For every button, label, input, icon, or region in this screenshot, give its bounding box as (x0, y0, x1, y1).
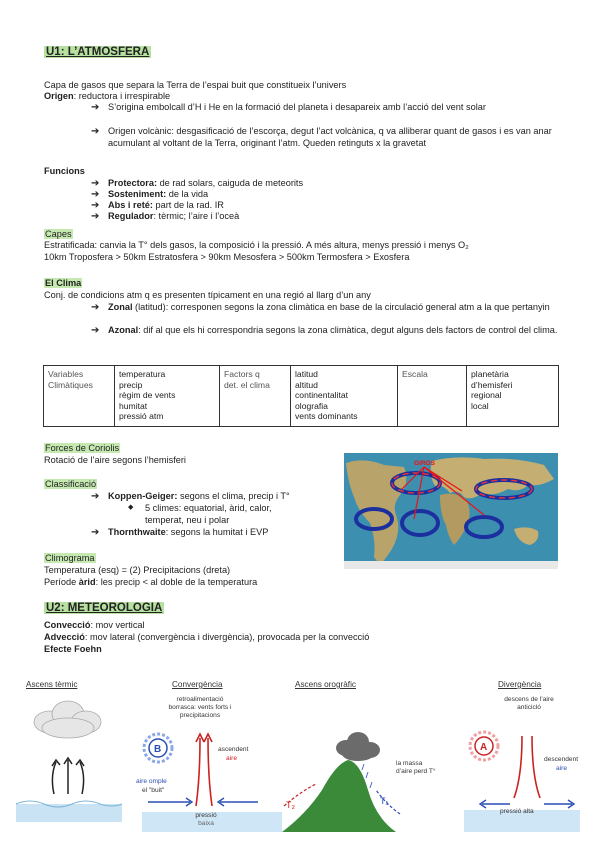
clima-def: Conj. de condicions atm q es presenten típicament en una regió al llarg d’un any (44, 290, 371, 300)
cell-text: Escala (402, 369, 428, 379)
cell-text: regional (471, 390, 502, 400)
adveccio-line (44, 632, 369, 644)
arrow-icon: ➔ (91, 211, 100, 222)
table-cell (220, 366, 291, 427)
azonal-text: : dif al que els hi correspondria segons la zona climàtica, degut alguns dels factors de control del clima. (138, 325, 558, 335)
pressio-baixa-label (186, 812, 226, 828)
table-row (44, 366, 559, 427)
arrow-icon: ➔ (91, 126, 100, 137)
capes-label (44, 229, 73, 241)
funcio-sosteniment (108, 189, 208, 201)
cell-text: Climàtiques (48, 379, 93, 390)
capes-line-2: 10km Troposfera > 50km Estratosfera > 90km Mesosfera > 500km Termosfera > Exosfera (44, 252, 410, 262)
koppen-sub-2: temperat, neu i polar (145, 515, 230, 525)
clima-azonal (108, 325, 560, 337)
arrow-icon: ➔ (91, 527, 100, 538)
capes-label-text: Capes (45, 229, 72, 239)
diagram-title-ascens-orografic: Ascens orogràfic (295, 680, 356, 689)
u2-title: U2: METEOROLOGIA (46, 602, 163, 614)
classificacio-label (44, 479, 97, 491)
description-line: descens de l’aire (504, 696, 554, 703)
cell-text: d’hemisferi (471, 379, 513, 390)
table-cell (291, 366, 398, 427)
massa-line: la massa (396, 760, 423, 767)
descendent-aire-label: aire (556, 765, 567, 772)
ground-surface (16, 804, 122, 822)
foehn-label: Efecte Foehn (44, 644, 102, 654)
diagram-title-ascens-termic: Ascens tèrmic (26, 680, 78, 689)
text-bold: àrid (78, 577, 96, 587)
cell-text: temperatura (119, 369, 166, 379)
cell-text: pressió atm (119, 411, 164, 421)
ascendent-label: ascendent (218, 746, 249, 753)
low-pressure-b-label: B (154, 744, 162, 755)
cell-text: règim de vents (119, 390, 176, 400)
cell-text: planetària (471, 369, 509, 379)
capes-line-1: Estratificada: canvia la T° dels gasos, la composició i la pressió. A més altura, menys pressió i menys O₂ (44, 240, 469, 250)
funcio-label: Sosteniment: (108, 189, 167, 199)
ascending-air-arrow (208, 738, 212, 806)
coriolis-label (44, 443, 120, 455)
cell-text: latitud (295, 369, 318, 379)
storm-cloud-icon (336, 732, 380, 761)
description-line: anticicló (517, 704, 541, 711)
text-span: Període (44, 577, 79, 587)
zonal-label: Zonal (108, 302, 133, 312)
table-cell (115, 366, 220, 427)
massa-aire-label (396, 760, 436, 776)
u1-title: U1: L’ATMOSFERA (46, 46, 150, 58)
koppen-sub-1: 5 climes: equatorial, àrid, calor, (145, 503, 272, 513)
pressio-line: pressió (195, 812, 217, 819)
conveccio-line (44, 620, 145, 632)
text-span: : les precip < al doble de la temperatura (95, 577, 258, 587)
rising-air-arrow (80, 762, 84, 794)
funcio-text: de rad solars, caiguda de meteorits (157, 178, 304, 188)
arrow-icon: ➔ (91, 178, 100, 189)
adveccio-label: Advecció (44, 632, 85, 642)
u1-intro: Capa de gasos que separa la Terra de l’espai buit que constitueix l’univers (44, 80, 347, 90)
climograma-line-2 (44, 577, 257, 589)
rising-air-arrow (52, 762, 56, 794)
funcio-text: : tèrmic; l’aire i l’oceà (153, 211, 240, 221)
cell-text: precip (119, 379, 143, 390)
coriolis-label-text: Forces de Coriolis (45, 443, 120, 453)
funcio-label: Protectora: (108, 178, 158, 188)
coriolis-world-map (344, 453, 558, 569)
antarctica-land (344, 561, 558, 569)
buit-label: el "buit" (142, 787, 165, 794)
funcions-label: Funcions (44, 166, 85, 176)
high-pressure-a-label: A (480, 742, 488, 753)
origen-label: Origen (44, 91, 74, 101)
divergencia-description (484, 696, 574, 712)
cell-text: vents dominants (295, 411, 358, 421)
map-label: GIROS (414, 460, 435, 467)
descending-air-arrow (532, 736, 540, 798)
descendent-label: descendent (544, 756, 579, 763)
adveccio-text: : mov lateral (convergència i divergència), provocada per la convecció (84, 632, 370, 642)
funcio-abs (108, 200, 224, 212)
arrow-icon: ➔ (91, 189, 100, 200)
climograma-line-1: Temperatura (esq) = (2) Precipitacions (dreta) (44, 565, 231, 575)
diamond-bullet-icon: ◆ (128, 504, 134, 511)
temperature-t2-label: T₂ (286, 800, 295, 810)
classificacio-label-text: Classificació (45, 479, 97, 489)
funcio-label: Regulador (108, 211, 154, 221)
funcio-text: de la vida (166, 189, 209, 199)
funcio-protectora (108, 178, 303, 190)
massa-line: d’aire perd T° (396, 768, 436, 775)
clima-label-text: El Clima (45, 278, 82, 288)
diagram-divergencia (460, 726, 586, 836)
cell-text: olografia (295, 400, 328, 411)
cell-text: continentalitat (295, 390, 349, 400)
zonal-text: (latitud): corresponen segons la zona climàtica en base de la circulació general atm a la que pertanyin (132, 302, 550, 312)
arrow-icon: ➔ (91, 491, 100, 502)
cell-text: altitud (295, 379, 318, 390)
arrow-icon: ➔ (91, 325, 100, 336)
climograma-label-text: Climograma (45, 553, 95, 563)
temperature-t1-label: T₁ (380, 796, 389, 806)
table-cell (467, 366, 559, 427)
koppen-text: segons el clima, precip i T° (177, 491, 290, 501)
diagram-title-convergencia: Convergència (172, 680, 223, 689)
ascending-air-arrow (196, 738, 200, 806)
cell-text: local (471, 400, 489, 411)
table-cell (398, 366, 467, 427)
origen-item-1: S’origina embolcall d’H i He en la formació del planeta i desapareix amb l’acció del vent solar (108, 102, 486, 112)
thorn-text: : segons la humitat i EVP (165, 527, 269, 537)
thorn-line (108, 527, 268, 539)
description-line: precipitacions (179, 712, 221, 719)
mountain (282, 760, 396, 832)
cell-text: Factors q (224, 369, 260, 379)
pressio-alta-label: pressió alta (500, 808, 534, 815)
origen-item-2: Origen volcànic: desgasificació de l’escorça, degut l’act volcànica, q va alliberar quant de gasos i es van anar acumulant al voltant de la Terra, originant l’atm. Queden retinguts x la gravetat (108, 126, 552, 148)
conveccio-text: : mov vertical (90, 620, 145, 630)
clima-table (43, 365, 559, 427)
origen-line (44, 91, 170, 103)
arrow-icon: ➔ (91, 102, 100, 113)
cloud-icon (34, 701, 101, 738)
clima-zonal (108, 302, 560, 314)
funcio-label: Abs i reté: (108, 200, 153, 210)
table-cell (44, 366, 115, 427)
diagram-title-divergencia: Divergència (498, 680, 542, 689)
koppen-line (108, 491, 290, 503)
coriolis-text: Rotació de l’aire segons l’hemisferi (44, 455, 186, 465)
descending-air-arrow (514, 736, 522, 798)
description-line: borrasca: vents forts i (168, 704, 232, 711)
conveccio-label: Convecció (44, 620, 91, 630)
pressio-line: baixa (198, 820, 214, 827)
aire-omple-label: aire omple (136, 778, 167, 785)
funcio-text: part de la rad. IR (152, 200, 224, 210)
clima-label (44, 278, 82, 290)
cell-text: Variables (48, 369, 84, 379)
cell-text: det. el clima (224, 379, 270, 390)
koppen-label: Koppen-Geiger: (108, 491, 178, 501)
climograma-label (44, 553, 96, 565)
ascendent-aire-label: aire (226, 755, 237, 762)
azonal-label: Azonal (108, 325, 139, 335)
diagram-ascens-termic (10, 694, 130, 834)
thorn-label: Thornthwaite (108, 527, 166, 537)
funcio-regulador (108, 211, 239, 223)
convergencia-description (140, 696, 260, 720)
cell-text: humitat (119, 400, 148, 411)
arrow-icon: ➔ (91, 302, 100, 313)
arrow-icon: ➔ (91, 200, 100, 211)
origen-text: : reductora i irrespirable (73, 91, 171, 101)
description-line: retroalimentació (176, 696, 224, 703)
